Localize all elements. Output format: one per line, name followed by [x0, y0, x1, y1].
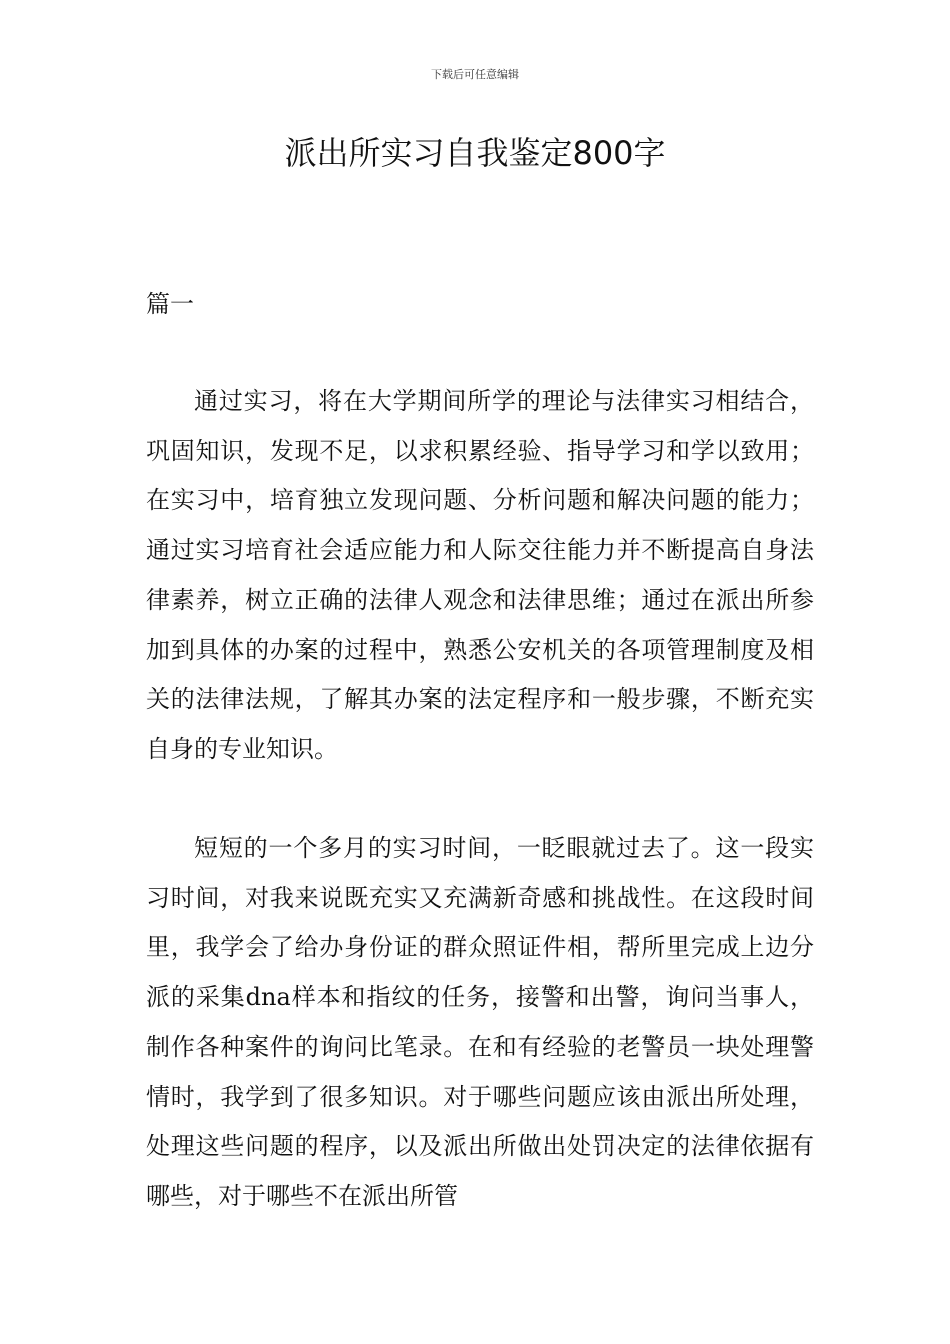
body-paragraph-2: 短短的一个多月的实习时间，一眨眼就过去了。这一段实习时间，对我来说既充实又充满新奇感和挑战性。在这段时间里，我学会了给办身份证的群众照证件相，帮所里完成上边分派的采集dna样本和指纹的任务，接警和出警，询问当事人，制作各种案件的询问比笔录。在和有经验的老警员一块处理警情时，我学到了很多知识。对于哪些问题应该由派出所处理，处理这些问题的程序，以及派出所做出处罚决定的法律依据有哪些，对于哪些不在派出所管 — [146, 834, 814, 1210]
section-label: 篇一 — [146, 290, 194, 318]
document-title: 派出所实习自我鉴定800字 — [284, 134, 666, 172]
header-note: 下载后可任意编辑 — [431, 68, 519, 81]
body-paragraph-1: 通过实习，将在大学期间所学的理论与法律实习相结合，巩固知识，发现不足，以求积累经验、指导学习和学以致用；在实习中，培育独立发现问题、分析问题和解决问题的能力；通过实习培育社会适应能力和人际交往能力并不断提高自身法律素养，树立正确的法律人观念和法律思维；通过在派出所参加到具体的办案的过程中，熟悉公安机关的各项管理制度及相关的法律法规，了解其办案的法定程序和一般步骤，不断充实自身的专业知识。 — [146, 387, 814, 763]
